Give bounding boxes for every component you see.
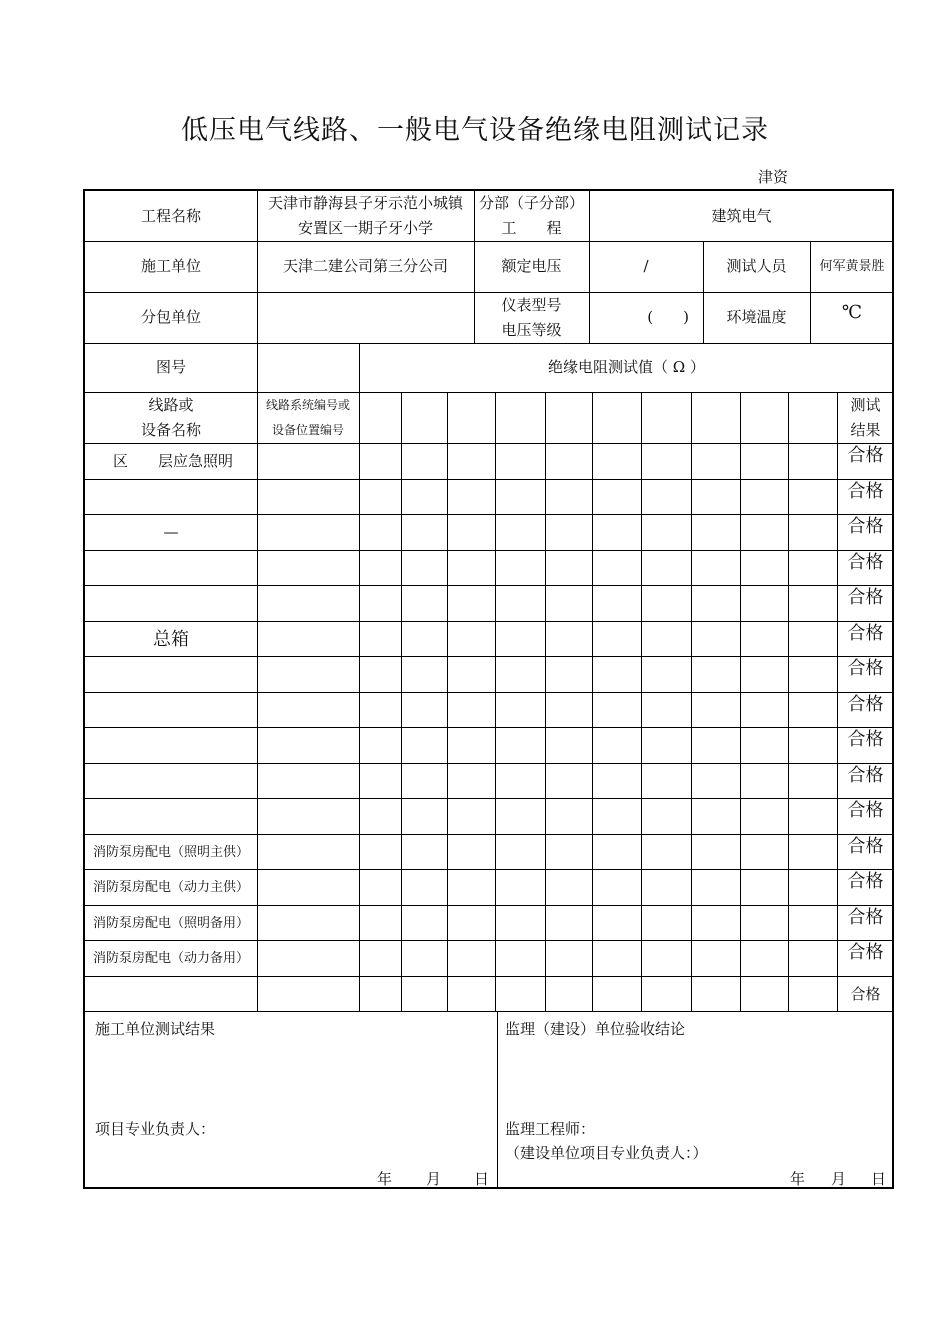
row-name — [85, 550, 257, 586]
col-name-header — [85, 392, 257, 443]
supervising-engineer-label: 监理工程师： — [505, 1120, 596, 1138]
project-name-label: 工程名称 — [140, 206, 201, 225]
row-name — [85, 763, 257, 799]
row-result: 合格 — [847, 765, 884, 786]
left-day: 日 — [474, 1170, 490, 1188]
col-result-line1: 测试 — [850, 395, 881, 414]
col-name-line2: 设备名称 — [140, 420, 201, 439]
row-result: 合格 — [847, 658, 884, 679]
tester-label: 测试人员 — [726, 257, 787, 275]
row-result: 合格 — [847, 445, 884, 466]
sub-project-label — [474, 191, 589, 241]
row-result: 合格 — [847, 623, 884, 644]
row-name — [85, 692, 257, 728]
row-name: 总箱 — [153, 628, 189, 650]
sub-project-value: 建筑电气 — [711, 206, 772, 225]
meter-label — [474, 292, 589, 343]
row-name: 消防泵房配电（动力主供） — [93, 879, 250, 895]
tester-value: 何军黄景胜 — [819, 259, 885, 274]
temp-label: 环境温度 — [726, 308, 787, 326]
project-name-line2: 安置区一期子牙小学 — [297, 219, 433, 237]
contractor-value: 天津二建公司第三分公司 — [282, 257, 448, 275]
row-name — [85, 727, 257, 763]
row-result: 合格 — [847, 516, 884, 537]
col-code-line1: 线路系统编号或 — [265, 397, 350, 412]
col-result-line2: 结果 — [850, 420, 881, 439]
document-title: 低压电气线路、一般电气设备绝缘电阻测试记录 — [181, 115, 769, 146]
project-name-value — [257, 191, 474, 241]
drawing-no-label: 图号 — [155, 358, 186, 376]
row-result: 合格 — [847, 587, 884, 608]
contractor-label: 施工单位 — [140, 257, 201, 275]
col-code-header — [257, 392, 359, 443]
row-name — [85, 585, 257, 621]
row-name — [85, 656, 257, 692]
row-name: 区 层应急照明 — [113, 451, 234, 470]
row-name — [85, 976, 257, 1012]
test-record-form — [83, 189, 894, 1189]
row-result: 合格 — [847, 800, 884, 821]
document-code: 津资 — [758, 168, 789, 186]
sub-project-label-line1: 分部（子分部） — [478, 194, 584, 212]
sub-project-label-line2: 工 程 — [501, 219, 562, 237]
row-result: 合格 — [847, 481, 884, 502]
drawing-no-value — [257, 343, 359, 392]
row-result: 合格 — [847, 729, 884, 750]
row-result: 合格 — [847, 942, 884, 963]
rated-voltage-value: / — [643, 257, 649, 275]
right-year: 年 — [790, 1170, 806, 1188]
row-result: 合格 — [847, 871, 884, 892]
row-result: 合格 — [847, 907, 884, 928]
contractor-result-title: 施工单位测试结果 — [95, 1020, 216, 1038]
subcontractor-value — [257, 292, 474, 343]
row-name: — — [163, 522, 179, 541]
rated-voltage-label: 额定电压 — [501, 257, 562, 275]
subcontractor-label: 分包单位 — [140, 308, 201, 326]
project-name-line1: 天津市静海县子牙示范小城镇 — [267, 194, 463, 212]
row-result: 合格 — [847, 836, 884, 857]
project-leader-label: 项目专业负责人： — [95, 1120, 216, 1138]
left-month: 月 — [426, 1170, 442, 1188]
right-month: 月 — [831, 1170, 847, 1188]
row-name — [85, 479, 257, 515]
row-result: 合格 — [847, 552, 884, 573]
left-year: 年 — [377, 1170, 393, 1188]
meter-label-line2: 电压等级 — [501, 320, 562, 339]
right-day: 日 — [871, 1170, 887, 1188]
row-name: 消防泵房配电（照明备用） — [93, 915, 250, 931]
meter-value: ( ) — [647, 308, 689, 326]
owner-leader-note: （建设单位项目专业负责人：） — [505, 1144, 708, 1162]
row-name — [85, 798, 257, 834]
row-name: 消防泵房配电（动力备用） — [93, 950, 250, 966]
row-result: 合格 — [847, 694, 884, 715]
row-name: 消防泵房配电（照明主供） — [93, 844, 250, 860]
temp-value: ℃ — [841, 301, 863, 323]
col-name-line1: 线路或 — [148, 395, 194, 414]
measure-header: 绝缘电阻测试值（ Ω ） — [548, 358, 705, 376]
col-code-line2: 设备位置编号 — [271, 422, 344, 437]
col-result-header — [837, 392, 894, 443]
meter-label-line1: 仪表型号 — [501, 295, 562, 314]
row-result: 合格 — [850, 984, 881, 1003]
supervision-conclusion-title: 监理（建设）单位验收结论 — [505, 1020, 686, 1038]
